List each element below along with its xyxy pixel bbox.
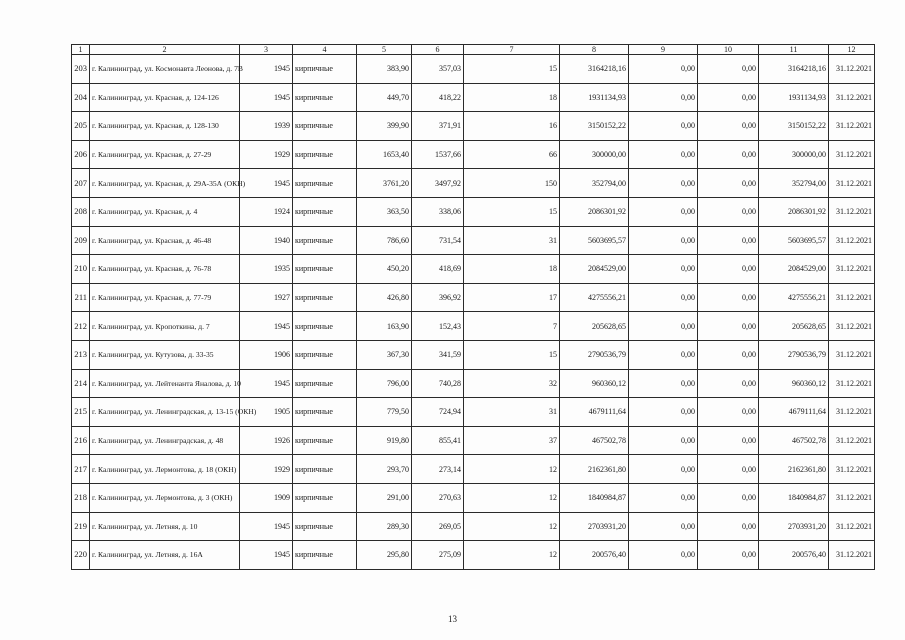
total-cell: 1931134,93 bbox=[759, 83, 829, 112]
residents-cell: 12 bbox=[464, 512, 560, 541]
total-cell: 4679111,64 bbox=[759, 398, 829, 427]
residents-cell: 12 bbox=[464, 541, 560, 570]
value-cell: 0,00 bbox=[698, 112, 759, 141]
value-cell: 0,00 bbox=[698, 283, 759, 312]
date-cell: 31.12.2021 bbox=[829, 112, 875, 141]
table-row bbox=[72, 255, 875, 284]
address-cell: г. Калининград, ул. Кутузова, д. 33-35 bbox=[90, 340, 240, 369]
date-cell: 31.12.2021 bbox=[829, 169, 875, 198]
area-living-cell: 740,28 bbox=[412, 369, 464, 398]
area-living-cell: 855,41 bbox=[412, 426, 464, 455]
address-cell: г. Калининград, ул. Космонавта Леонова, д. 7В bbox=[90, 55, 240, 84]
table-row bbox=[72, 426, 875, 455]
address-cell: г. Калининград, ул. Красная, д. 124-126 bbox=[90, 83, 240, 112]
residents-cell: 66 bbox=[464, 140, 560, 169]
row-number-cell: 217 bbox=[72, 455, 90, 484]
value-cell: 0,00 bbox=[698, 83, 759, 112]
year-cell: 1945 bbox=[240, 541, 293, 570]
row-number-cell: 208 bbox=[72, 197, 90, 226]
value-cell: 0,00 bbox=[698, 512, 759, 541]
value-cell: 0,00 bbox=[629, 55, 698, 84]
area-total-cell: 295,80 bbox=[357, 541, 412, 570]
material-cell: кирпичные bbox=[293, 112, 357, 141]
table-row bbox=[72, 226, 875, 255]
area-total-cell: 1653,40 bbox=[357, 140, 412, 169]
residents-cell: 18 bbox=[464, 83, 560, 112]
row-number-cell: 203 bbox=[72, 55, 90, 84]
date-cell: 31.12.2021 bbox=[829, 140, 875, 169]
material-cell: кирпичные bbox=[293, 283, 357, 312]
value-cell: 0,00 bbox=[698, 169, 759, 198]
year-cell: 1939 bbox=[240, 112, 293, 141]
value-cell: 0,00 bbox=[698, 55, 759, 84]
area-total-cell: 919,80 bbox=[357, 426, 412, 455]
date-cell: 31.12.2021 bbox=[829, 369, 875, 398]
row-number-cell: 218 bbox=[72, 483, 90, 512]
total-cell: 2703931,20 bbox=[759, 512, 829, 541]
residents-cell: 15 bbox=[464, 340, 560, 369]
material-cell: кирпичные bbox=[293, 340, 357, 369]
row-number-cell: 205 bbox=[72, 112, 90, 141]
material-cell: кирпичные bbox=[293, 55, 357, 84]
residents-cell: 12 bbox=[464, 455, 560, 484]
residents-cell: 16 bbox=[464, 112, 560, 141]
address-cell: г. Калининград, ул. Летняя, д. 16А bbox=[90, 541, 240, 570]
total-cell: 1840984,87 bbox=[759, 483, 829, 512]
column-header: 2 bbox=[90, 45, 240, 55]
address-cell: г. Калининград, ул. Кропоткина, д. 7 bbox=[90, 312, 240, 341]
value-cell: 0,00 bbox=[629, 541, 698, 570]
total-cell: 205628,65 bbox=[759, 312, 829, 341]
table-row bbox=[72, 512, 875, 541]
row-number-cell: 207 bbox=[72, 169, 90, 198]
area-living-cell: 418,69 bbox=[412, 255, 464, 284]
row-number-cell: 215 bbox=[72, 398, 90, 427]
cost-cell: 1840984,87 bbox=[560, 483, 629, 512]
value-cell: 0,00 bbox=[698, 197, 759, 226]
value-cell: 0,00 bbox=[698, 226, 759, 255]
address-cell: г. Калининград, ул. Ленинградская, д. 13-15 (ОКН) bbox=[90, 398, 240, 427]
total-cell: 2162361,80 bbox=[759, 455, 829, 484]
cost-cell: 3164218,16 bbox=[560, 55, 629, 84]
material-cell: кирпичные bbox=[293, 226, 357, 255]
column-header: 8 bbox=[560, 45, 629, 55]
value-cell: 0,00 bbox=[698, 369, 759, 398]
year-cell: 1935 bbox=[240, 255, 293, 284]
area-living-cell: 273,14 bbox=[412, 455, 464, 484]
value-cell: 0,00 bbox=[629, 197, 698, 226]
value-cell: 0,00 bbox=[698, 426, 759, 455]
year-cell: 1909 bbox=[240, 483, 293, 512]
residents-cell: 15 bbox=[464, 55, 560, 84]
column-number-row bbox=[72, 45, 875, 55]
cost-cell: 2790536,79 bbox=[560, 340, 629, 369]
residents-cell: 7 bbox=[464, 312, 560, 341]
year-cell: 1945 bbox=[240, 169, 293, 198]
year-cell: 1927 bbox=[240, 283, 293, 312]
material-cell: кирпичные bbox=[293, 169, 357, 198]
table-row bbox=[72, 541, 875, 570]
row-number-cell: 209 bbox=[72, 226, 90, 255]
row-number-cell: 220 bbox=[72, 541, 90, 570]
date-cell: 31.12.2021 bbox=[829, 55, 875, 84]
column-header: 5 bbox=[357, 45, 412, 55]
material-cell: кирпичные bbox=[293, 541, 357, 570]
row-number-cell: 213 bbox=[72, 340, 90, 369]
value-cell: 0,00 bbox=[629, 369, 698, 398]
table-row bbox=[72, 55, 875, 84]
value-cell: 0,00 bbox=[629, 312, 698, 341]
total-cell: 467502,78 bbox=[759, 426, 829, 455]
cost-cell: 205628,65 bbox=[560, 312, 629, 341]
year-cell: 1945 bbox=[240, 312, 293, 341]
material-cell: кирпичные bbox=[293, 83, 357, 112]
year-cell: 1905 bbox=[240, 398, 293, 427]
row-number-cell: 210 bbox=[72, 255, 90, 284]
value-cell: 0,00 bbox=[629, 140, 698, 169]
area-total-cell: 291,00 bbox=[357, 483, 412, 512]
address-cell: г. Калининград, ул. Ленинградская, д. 48 bbox=[90, 426, 240, 455]
area-living-cell: 731,54 bbox=[412, 226, 464, 255]
cost-cell: 3150152,22 bbox=[560, 112, 629, 141]
row-number-cell: 204 bbox=[72, 83, 90, 112]
cost-cell: 2162361,80 bbox=[560, 455, 629, 484]
year-cell: 1924 bbox=[240, 197, 293, 226]
material-cell: кирпичные bbox=[293, 197, 357, 226]
residents-cell: 37 bbox=[464, 426, 560, 455]
row-number-cell: 214 bbox=[72, 369, 90, 398]
table-row bbox=[72, 312, 875, 341]
material-cell: кирпичные bbox=[293, 255, 357, 284]
date-cell: 31.12.2021 bbox=[829, 455, 875, 484]
cost-cell: 2703931,20 bbox=[560, 512, 629, 541]
value-cell: 0,00 bbox=[629, 340, 698, 369]
total-cell: 2086301,92 bbox=[759, 197, 829, 226]
row-number-cell: 216 bbox=[72, 426, 90, 455]
cost-cell: 1931134,93 bbox=[560, 83, 629, 112]
address-cell: г. Калининград, ул. Красная, д. 29А-35А (ОКН) bbox=[90, 169, 240, 198]
residents-cell: 150 bbox=[464, 169, 560, 198]
column-header: 1 bbox=[72, 45, 90, 55]
material-cell: кирпичные bbox=[293, 312, 357, 341]
value-cell: 0,00 bbox=[629, 169, 698, 198]
value-cell: 0,00 bbox=[698, 455, 759, 484]
value-cell: 0,00 bbox=[698, 140, 759, 169]
total-cell: 3164218,16 bbox=[759, 55, 829, 84]
table-row bbox=[72, 112, 875, 141]
year-cell: 1945 bbox=[240, 83, 293, 112]
year-cell: 1929 bbox=[240, 455, 293, 484]
value-cell: 0,00 bbox=[698, 541, 759, 570]
date-cell: 31.12.2021 bbox=[829, 226, 875, 255]
cost-cell: 5603695,57 bbox=[560, 226, 629, 255]
date-cell: 31.12.2021 bbox=[829, 512, 875, 541]
page-number: 13 bbox=[448, 614, 457, 624]
area-total-cell: 450,20 bbox=[357, 255, 412, 284]
address-cell: г. Калининград, ул. Красная, д. 46-48 bbox=[90, 226, 240, 255]
cost-cell: 352794,00 bbox=[560, 169, 629, 198]
residents-cell: 31 bbox=[464, 226, 560, 255]
cost-cell: 2084529,00 bbox=[560, 255, 629, 284]
material-cell: кирпичные bbox=[293, 369, 357, 398]
address-cell: г. Калининград, ул. Красная, д. 76-78 bbox=[90, 255, 240, 284]
table-row bbox=[72, 140, 875, 169]
residents-cell: 12 bbox=[464, 483, 560, 512]
value-cell: 0,00 bbox=[698, 483, 759, 512]
value-cell: 0,00 bbox=[629, 426, 698, 455]
area-total-cell: 293,70 bbox=[357, 455, 412, 484]
value-cell: 0,00 bbox=[629, 112, 698, 141]
year-cell: 1906 bbox=[240, 340, 293, 369]
residents-cell: 32 bbox=[464, 369, 560, 398]
material-cell: кирпичные bbox=[293, 426, 357, 455]
area-total-cell: 367,30 bbox=[357, 340, 412, 369]
address-cell: г. Калининград, ул. Летняя, д. 10 bbox=[90, 512, 240, 541]
area-living-cell: 724,94 bbox=[412, 398, 464, 427]
table-row bbox=[72, 83, 875, 112]
value-cell: 0,00 bbox=[629, 398, 698, 427]
address-cell: г. Калининград, ул. Красная, д. 27-29 bbox=[90, 140, 240, 169]
total-cell: 5603695,57 bbox=[759, 226, 829, 255]
column-header: 6 bbox=[412, 45, 464, 55]
cost-cell: 467502,78 bbox=[560, 426, 629, 455]
value-cell: 0,00 bbox=[698, 255, 759, 284]
area-total-cell: 399,90 bbox=[357, 112, 412, 141]
date-cell: 31.12.2021 bbox=[829, 426, 875, 455]
material-cell: кирпичные bbox=[293, 455, 357, 484]
housing-table bbox=[71, 44, 875, 570]
row-number-cell: 212 bbox=[72, 312, 90, 341]
area-total-cell: 289,30 bbox=[357, 512, 412, 541]
cost-cell: 4679111,64 bbox=[560, 398, 629, 427]
total-cell: 2790536,79 bbox=[759, 340, 829, 369]
material-cell: кирпичные bbox=[293, 140, 357, 169]
total-cell: 3150152,22 bbox=[759, 112, 829, 141]
area-total-cell: 363,50 bbox=[357, 197, 412, 226]
table-row bbox=[72, 169, 875, 198]
year-cell: 1945 bbox=[240, 369, 293, 398]
area-living-cell: 1537,66 bbox=[412, 140, 464, 169]
table-row bbox=[72, 398, 875, 427]
column-header: 10 bbox=[698, 45, 759, 55]
area-total-cell: 796,00 bbox=[357, 369, 412, 398]
area-living-cell: 269,05 bbox=[412, 512, 464, 541]
table-row bbox=[72, 369, 875, 398]
cost-cell: 200576,40 bbox=[560, 541, 629, 570]
date-cell: 31.12.2021 bbox=[829, 83, 875, 112]
area-living-cell: 3497,92 bbox=[412, 169, 464, 198]
area-living-cell: 371,91 bbox=[412, 112, 464, 141]
year-cell: 1940 bbox=[240, 226, 293, 255]
value-cell: 0,00 bbox=[698, 398, 759, 427]
column-header: 9 bbox=[629, 45, 698, 55]
table-row bbox=[72, 340, 875, 369]
residents-cell: 18 bbox=[464, 255, 560, 284]
cost-cell: 4275556,21 bbox=[560, 283, 629, 312]
value-cell: 0,00 bbox=[629, 255, 698, 284]
total-cell: 2084529,00 bbox=[759, 255, 829, 284]
address-cell: г. Калининград, ул. Лермонтова, д. 3 (ОКН) bbox=[90, 483, 240, 512]
area-total-cell: 449,70 bbox=[357, 83, 412, 112]
table-row bbox=[72, 197, 875, 226]
material-cell: кирпичные bbox=[293, 398, 357, 427]
value-cell: 0,00 bbox=[698, 340, 759, 369]
column-header: 4 bbox=[293, 45, 357, 55]
area-total-cell: 383,90 bbox=[357, 55, 412, 84]
table-body bbox=[72, 45, 875, 570]
total-cell: 352794,00 bbox=[759, 169, 829, 198]
value-cell: 0,00 bbox=[629, 226, 698, 255]
address-cell: г. Калининград, ул. Красная, д. 4 bbox=[90, 197, 240, 226]
area-living-cell: 396,92 bbox=[412, 283, 464, 312]
value-cell: 0,00 bbox=[629, 455, 698, 484]
area-living-cell: 341,59 bbox=[412, 340, 464, 369]
residents-cell: 15 bbox=[464, 197, 560, 226]
value-cell: 0,00 bbox=[698, 312, 759, 341]
date-cell: 31.12.2021 bbox=[829, 283, 875, 312]
value-cell: 0,00 bbox=[629, 512, 698, 541]
row-number-cell: 211 bbox=[72, 283, 90, 312]
address-cell: г. Калининград, ул. Красная, д. 128-130 bbox=[90, 112, 240, 141]
address-cell: г. Калининград, ул. Лейтенанта Яналова, д. 10 bbox=[90, 369, 240, 398]
total-cell: 200576,40 bbox=[759, 541, 829, 570]
cost-cell: 2086301,92 bbox=[560, 197, 629, 226]
total-cell: 300000,00 bbox=[759, 140, 829, 169]
table-row bbox=[72, 455, 875, 484]
column-header: 3 bbox=[240, 45, 293, 55]
date-cell: 31.12.2021 bbox=[829, 255, 875, 284]
date-cell: 31.12.2021 bbox=[829, 398, 875, 427]
area-living-cell: 152,43 bbox=[412, 312, 464, 341]
year-cell: 1929 bbox=[240, 140, 293, 169]
area-living-cell: 270,63 bbox=[412, 483, 464, 512]
table-row bbox=[72, 283, 875, 312]
year-cell: 1945 bbox=[240, 55, 293, 84]
column-header: 12 bbox=[829, 45, 875, 55]
cost-cell: 960360,12 bbox=[560, 369, 629, 398]
area-living-cell: 338,06 bbox=[412, 197, 464, 226]
year-cell: 1945 bbox=[240, 512, 293, 541]
area-total-cell: 3761,20 bbox=[357, 169, 412, 198]
address-cell: г. Калининград, ул. Лермонтова, д. 18 (ОКН) bbox=[90, 455, 240, 484]
date-cell: 31.12.2021 bbox=[829, 483, 875, 512]
total-cell: 960360,12 bbox=[759, 369, 829, 398]
area-living-cell: 275,09 bbox=[412, 541, 464, 570]
value-cell: 0,00 bbox=[629, 83, 698, 112]
column-header: 11 bbox=[759, 45, 829, 55]
area-total-cell: 163,90 bbox=[357, 312, 412, 341]
row-number-cell: 206 bbox=[72, 140, 90, 169]
area-total-cell: 779,50 bbox=[357, 398, 412, 427]
area-total-cell: 426,80 bbox=[357, 283, 412, 312]
area-living-cell: 418,22 bbox=[412, 83, 464, 112]
area-living-cell: 357,03 bbox=[412, 55, 464, 84]
residents-cell: 17 bbox=[464, 283, 560, 312]
value-cell: 0,00 bbox=[629, 283, 698, 312]
date-cell: 31.12.2021 bbox=[829, 541, 875, 570]
date-cell: 31.12.2021 bbox=[829, 312, 875, 341]
total-cell: 4275556,21 bbox=[759, 283, 829, 312]
area-total-cell: 786,60 bbox=[357, 226, 412, 255]
cost-cell: 300000,00 bbox=[560, 140, 629, 169]
column-header: 7 bbox=[464, 45, 560, 55]
date-cell: 31.12.2021 bbox=[829, 340, 875, 369]
material-cell: кирпичные bbox=[293, 483, 357, 512]
residents-cell: 31 bbox=[464, 398, 560, 427]
material-cell: кирпичные bbox=[293, 512, 357, 541]
value-cell: 0,00 bbox=[629, 483, 698, 512]
address-cell: г. Калининград, ул. Красная, д. 77-79 bbox=[90, 283, 240, 312]
date-cell: 31.12.2021 bbox=[829, 197, 875, 226]
row-number-cell: 219 bbox=[72, 512, 90, 541]
year-cell: 1926 bbox=[240, 426, 293, 455]
table-row bbox=[72, 483, 875, 512]
